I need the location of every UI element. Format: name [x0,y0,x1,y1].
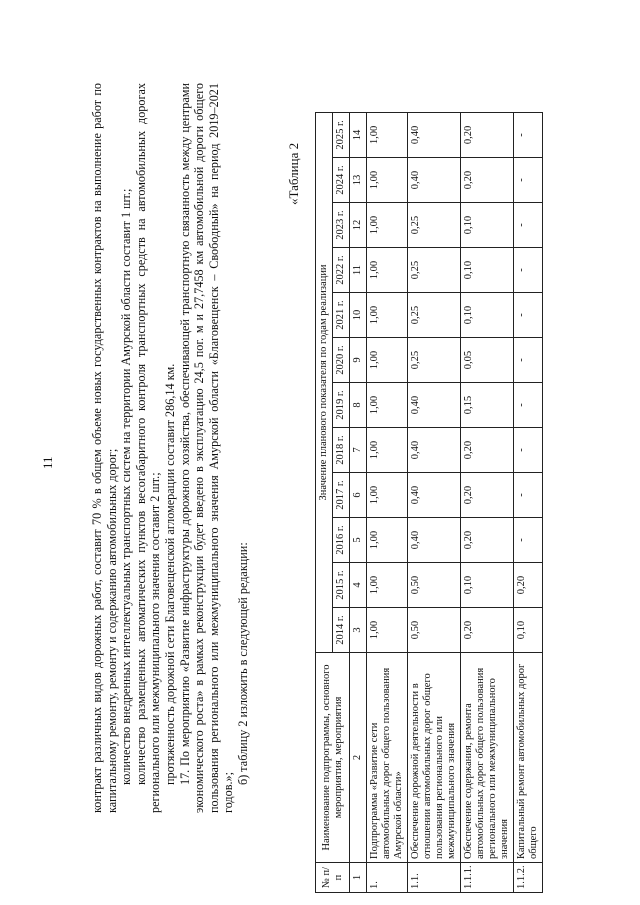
value-cell: 0,20 [461,473,514,518]
value-cell: 0,15 [461,383,514,428]
index-cell: 2 [350,653,367,863]
row-name: Капитальный ремонт автомобильных дорог общего [514,653,543,863]
paragraph: количество размещенных автоматических пунктов весогабаритного контроля транспортных средств на автомобильных дорогах регионального или межмуниципального значения составит 2 шт.; [133,83,163,813]
index-cell: 1 [350,863,367,893]
year-header: 2017 г. [333,473,350,518]
index-cell: 5 [350,518,367,563]
year-header: 2023 г. [333,203,350,248]
value-cell: 0,10 [461,293,514,338]
year-header: 2018 г. [333,428,350,473]
index-cell: 6 [350,473,367,518]
value-cell: 0,40 [408,112,461,157]
value-cell: 1,00 [367,563,408,608]
index-cell: 13 [350,158,367,203]
value-cell: 1,00 [367,112,408,157]
value-cell: 0,25 [408,293,461,338]
value-cell: 0,20 [461,428,514,473]
row-number: 1.1.2. [514,863,543,893]
value-cell: 1,00 [367,518,408,563]
year-header: 2014 г. [333,608,350,653]
value-cell: 0,25 [408,248,461,293]
value-cell: 1,00 [367,383,408,428]
value-cell: 0,40 [408,158,461,203]
row-name: Обеспечение содержания, ремонта автомобильных дорог общего пользования регионального или межмуниципального значения [461,653,514,863]
year-header: 2020 г. [333,338,350,383]
value-cell: 0,25 [408,203,461,248]
value-cell: 1,00 [367,293,408,338]
row-number: 1. [367,863,408,893]
value-cell: 0,10 [461,203,514,248]
value-cell: 0,05 [461,338,514,383]
value-cell: 0,40 [408,383,461,428]
index-cell: 12 [350,203,367,248]
value-cell: 1,00 [367,473,408,518]
column-header-num: № п/п [316,863,350,893]
index-cell: 11 [350,248,367,293]
column-group-header: Значение планового показателя по годам реализации [316,112,333,652]
index-cell: 7 [350,428,367,473]
row-number: 1.1.1. [461,863,514,893]
value-cell: 0,25 [408,338,461,383]
index-cell: 10 [350,293,367,338]
index-cell: 8 [350,383,367,428]
value-cell: - [514,518,543,563]
value-cell: - [514,338,543,383]
paragraph: б) таблицу 2 изложить в следующей редакции: [235,542,250,785]
paragraph: количество внедренных интеллектуальных транспортных систем на территории Амурской области составит 1 шт.; [119,188,134,785]
paragraph: контракт различных видов дорожных работ, составит 70 % в общем объеме новых государственных контрактов на выполнение работ по капитальному ремонту, ремонту и содержанию автомобильных дорог; [90,83,119,813]
value-cell: 0,50 [408,563,461,608]
index-cell: 14 [350,112,367,157]
paragraph: 17. По мероприятию «Развитие инфраструктуры дорожного хозяйства, обеспечивающей транспортную связанность между центрами экономического роста» в рамках реконструкции будет введено в эксплуатацию 24,5 пог. м и 27,7458 км автомобильной дороги общего пользования регионального или межмуниципального значения Амурской области «Благовещенск – Свободный» на период 2019–2021 годов.»; [177,83,236,813]
year-header: 2024 г. [333,158,350,203]
value-cell: 0,20 [461,112,514,157]
value-cell: - [514,158,543,203]
value-cell: 1,00 [367,338,408,383]
column-header-name: Наименование подпрограммы, основного мероприятия, мероприятия [316,653,350,863]
table-row [514,112,543,892]
year-header: 2022 г. [333,248,350,293]
paragraph: протяженность дорожной сети Благовещенской агломерации составит 286,14 км. [162,363,177,785]
index-cell: 9 [350,338,367,383]
plan-indicator-table [315,112,543,893]
value-cell: 0,40 [408,518,461,563]
value-cell: 0,40 [408,428,461,473]
value-cell: 0,10 [514,608,543,653]
body-text [90,83,251,813]
value-cell: 0,50 [408,608,461,653]
table-caption: «Таблица 2 [286,142,301,205]
value-cell: - [514,428,543,473]
value-cell: - [514,383,543,428]
value-cell: - [514,293,543,338]
table-row [367,112,408,892]
value-cell: - [514,112,543,157]
value-cell: 1,00 [367,158,408,203]
header-row [316,112,333,892]
value-cell: - [514,248,543,293]
row-name: Обеспечение дорожной деятельности в отношении автомобильных дорог общего пользования регионального или межмуниципального значения [408,653,461,863]
value-cell: 0,10 [461,563,514,608]
value-cell: 0,40 [408,473,461,518]
year-header: 2025 г. [333,112,350,157]
value-cell: 0,20 [461,608,514,653]
value-cell: 0,20 [461,518,514,563]
year-header: 2015 г. [333,563,350,608]
value-cell: 0,10 [461,248,514,293]
table-row [408,112,461,892]
value-cell: - [514,203,543,248]
value-cell: 1,00 [367,203,408,248]
year-header: 2021 г. [333,293,350,338]
year-header: 2019 г. [333,383,350,428]
index-cell: 4 [350,563,367,608]
year-header: 2016 г. [333,518,350,563]
row-number: 1.1. [408,863,461,893]
value-cell: 1,00 [367,248,408,293]
index-row [350,112,367,892]
table-row [461,112,514,892]
value-cell: - [514,473,543,518]
row-name: Подпрограмма «Развитие сети автомобильных дорог общего пользования Амурской области» [367,653,408,863]
index-cell: 3 [350,608,367,653]
value-cell: 1,00 [367,428,408,473]
value-cell: 0,20 [461,158,514,203]
value-cell: 0,20 [514,563,543,608]
page-number: 11 [40,456,55,469]
value-cell: 1,00 [367,608,408,653]
